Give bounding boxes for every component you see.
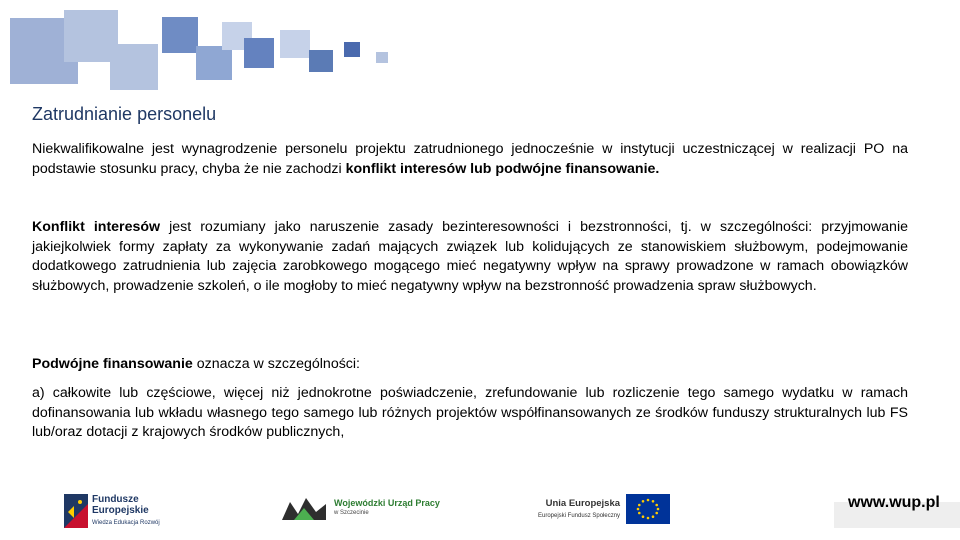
fe-line2: Europejskie — [92, 505, 149, 516]
conflict-of-interest-definition: jest rozumiany jako naruszenie zasady bezinteresowności i bezstronności, tj. w szczególności: przyjmowanie jakiejkolwiek formy zapłaty za wykonywanie zadań mających związek lub kolidujących ze stanowiskiem służbowym, podejmowanie dodatkowego zatrudnienia lub zajęcia zarobkowego mogącego mieć negatywny wpływ na sprawy prowadzone w ramach obowiązków służbowych, prowadzenie szkoleń, o ile mogłoby to mieć negatywny wpływ na bezstronność prowadzenia spraw służbowych. — [32, 219, 908, 294]
double-financing-intro: oznacza w szczególności: — [192, 356, 360, 372]
wup-line2: w Szczecinie — [334, 510, 369, 516]
ue-line1: Unia Europejska — [545, 497, 621, 509]
eu-flag-icon — [626, 494, 670, 524]
unia-europejska-logo — [538, 494, 670, 524]
paragraph-double-financing-item-a: a) całkowite lub częściowe, więcej niż jednokrotne poświadczenie, zrefundowanie lub rozliczenie tego samego wydatku w ramach dofinansowania lub wkładu własnego tego samego lub różnych projektów współfinansowanych ze środków funduszy strukturalnych lub FS lub/oraz dotacji z krajowych środków publicznych, — [32, 385, 908, 440]
ue-line2: Europejski Fundusz Społeczny — [538, 512, 621, 519]
conflict-of-interest-term: Konflikt interesów — [32, 219, 161, 235]
website-link[interactable]: www.wup.pl — [848, 494, 940, 511]
fundusze-europejskie-logo — [64, 494, 160, 528]
wup-logo — [280, 494, 440, 522]
paragraph-eligibility-bold: konflikt interesów lub podwójne finansowanie. — [345, 160, 660, 177]
paragraph-eligibility-text: Niekwalifikowalne jest wynagrodzenie personelu projektu zatrudnionego jednocześnie w instytucji uczestniczącej w realizacji PO na podstawie stosunku pracy, chyba że nie zachodzi — [32, 141, 908, 177]
wup-line1: Wojewódzki Urząd Pracy — [334, 498, 440, 508]
paragraph-conflict-of-interest — [32, 218, 908, 296]
fundusze-europejskie-icon — [64, 494, 88, 528]
paragraph-eligibility — [32, 140, 908, 179]
fe-line1: Fundusze — [92, 494, 139, 505]
paragraph-double-financing — [32, 355, 908, 375]
fe-line3: Wiedza Edukacja Rozwój — [92, 520, 160, 526]
double-financing-term: Podwójne finansowanie — [32, 356, 193, 372]
page-title: Zatrudnianie personelu — [32, 104, 217, 124]
wup-icon — [280, 494, 328, 522]
